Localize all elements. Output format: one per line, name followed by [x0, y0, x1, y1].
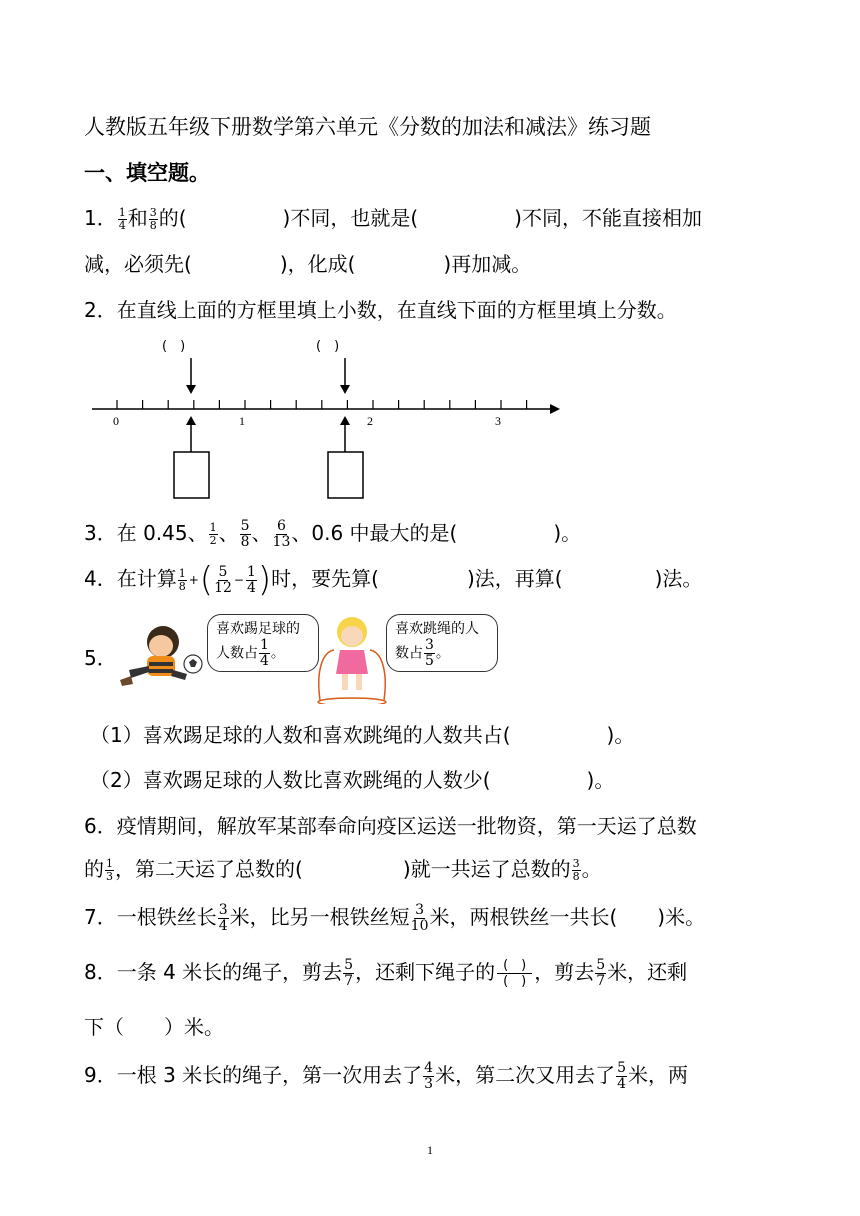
worksheet-title: 人教版五年级下册数学第六单元《分数的加法和减法》练习题 [84, 115, 651, 139]
question-8-line-1: 8．一条 4 米长的绳子，剪去 $\frac{5}{7}$ ，还剩下绳子的 $\frac{( )}{( )}$ ，剪去 $\frac{5}{7}$ 米，还剩 [84, 957, 688, 989]
q8-fraction-1: $\frac{5}{7}$ [344, 957, 354, 989]
q3-text-1: 3．在 0.45、 [84, 521, 208, 545]
question-1-line-2 [84, 249, 531, 279]
question-7: 7．一根铁丝长 $\frac{3}{4}$ 米，比另一根铁丝短 $\frac{3}{10}$ 米，两根铁丝一共长( )米。 [84, 902, 706, 934]
q1-fraction-a: $\frac{1}{4}$ [118, 206, 126, 232]
q1-text-6: )再加减。 [443, 252, 532, 276]
q1-number: 1． [84, 206, 117, 230]
q3-text-3: )。 [553, 521, 582, 545]
question-5-sub-2: （2）喜欢踢足球的人数比喜欢跳绳的人数少( )。 [90, 768, 615, 792]
bubble2-line2: 数占 $\frac{3}{5}$ 。 [395, 637, 450, 669]
question-9: 9．一根 3 米长的绳子，第一次用去了 $\frac{4}{3}$ 米，第二次又用去了 $\frac{5}{4}$ 米，两 [84, 1060, 689, 1092]
question-4 [84, 560, 703, 600]
page-number: 1 [427, 1143, 433, 1157]
q3-sep-1: 、 [218, 521, 239, 545]
q7-fraction-1: $\frac{3}{4}$ [218, 902, 228, 934]
question-2: 2．在直线上面的方框里填上小数，在直线下面的方框里填上分数。 [84, 298, 677, 322]
q1-text-3: )不同，不能直接相加 [514, 206, 702, 230]
q1-fraction-b: $\frac{3}{8}$ [149, 206, 157, 232]
paren-label-upper-left: ( ) [162, 339, 186, 354]
tick-label-1: 1 [239, 414, 245, 428]
q4-minus: − [233, 573, 244, 587]
q4-expression: $\frac{1}{8}$ + ( $\frac{5}{12}$ − $\frac{1}{4}$ ) [178, 560, 272, 600]
q3-fraction-1: $\frac{1}{2}$ [209, 521, 217, 547]
q3-fraction-2: $\frac{5}{8}$ [240, 518, 250, 550]
q9-fraction-2: $\frac{5}{4}$ [617, 1060, 627, 1092]
q8-blank-fraction: $\frac{( )}{( )}$ [497, 958, 532, 989]
q4-text-3: )法，再算( [466, 566, 563, 591]
girl-jump-rope-illustration [312, 612, 392, 704]
q7-fraction-2: $\frac{3}{10}$ [410, 902, 429, 934]
question-5-sub-1: （1）喜欢踢足球的人数和喜欢跳绳的人数共占( )。 [90, 723, 635, 747]
q6-fraction-1: $\frac{1}{3}$ [106, 857, 113, 883]
q4-text-2: 时，要先算( [271, 566, 379, 591]
q3-sep-2: 、 [251, 521, 272, 545]
q1-and: 和 [127, 206, 148, 230]
tick-label-2: 2 [367, 414, 373, 428]
question-1-line-1 [84, 203, 702, 233]
q6-fraction-2: $\frac{3}{8}$ [572, 857, 580, 883]
bubble2-fraction: $\frac{3}{5}$ [425, 637, 434, 669]
q3-text-2: 、0.6 中最大的是( [291, 521, 458, 545]
q1-text-2: )不同，也就是( [282, 206, 419, 230]
bubble1-line1: 喜欢踢足球的 [216, 621, 300, 637]
q4-text-4: )法。 [654, 566, 703, 591]
down-arrow-left-head [186, 385, 196, 394]
up-arrow-left-head [186, 416, 196, 425]
question-3 [84, 518, 581, 550]
tick-label-3: 3 [495, 414, 501, 428]
q9-fraction-1: $\frac{4}{3}$ [424, 1060, 434, 1092]
jump-rope-speech-bubble [386, 614, 498, 672]
q1-text-4: 减，必须先( [84, 252, 192, 276]
down-arrow-right-head [340, 385, 350, 394]
boy-soccer-illustration [115, 620, 207, 692]
number-line-diagram [80, 330, 570, 505]
section-heading-fill-blank: 一、填空题。 [84, 161, 210, 185]
number-line-arrowhead [550, 404, 560, 414]
q4-fraction-3: $\frac{1}{4}$ [246, 563, 256, 596]
q4-fraction-1: $\frac{1}{8}$ [178, 566, 186, 593]
tick-label-0: 0 [113, 414, 119, 428]
question-6-line-2: 的 $\frac{1}{3}$ ，第二天运了总数的( )就一共运了总数的 $\frac{3}{8}$ 。 [84, 857, 602, 883]
q5-number: 5． [84, 646, 117, 670]
up-arrow-right-head [340, 416, 350, 425]
q3-fraction-3: $\frac{6}{13}$ [272, 518, 291, 550]
q4-fraction-2: $\frac{5}{12}$ [214, 563, 232, 596]
q1-text-5: )，化成( [279, 252, 356, 276]
paren-label-upper-right: ( ) [316, 339, 340, 354]
soccer-speech-bubble [207, 614, 319, 672]
answer-box-right[interactable] [328, 452, 363, 498]
number-line-ticks [117, 400, 527, 409]
bubble1-line2: 人数占 $\frac{1}{4}$ 。 [216, 637, 285, 669]
q1-text-1: 的( [158, 206, 187, 230]
q8-fraction-2: $\frac{5}{7}$ [596, 957, 606, 989]
q4-plus: + [188, 573, 199, 587]
q4-text-1: 4．在计算 [84, 566, 177, 591]
bubble2-line1: 喜欢跳绳的人 [395, 621, 479, 637]
question-8-line-2: 下（ ）米。 [84, 1015, 224, 1039]
question-6-line-1: 6．疫情期间，解放军某部奉命向疫区运送一批物资，第一天运了总数 [84, 814, 697, 838]
bubble1-fraction: $\frac{1}{4}$ [260, 637, 269, 669]
answer-box-left[interactable] [174, 452, 209, 498]
